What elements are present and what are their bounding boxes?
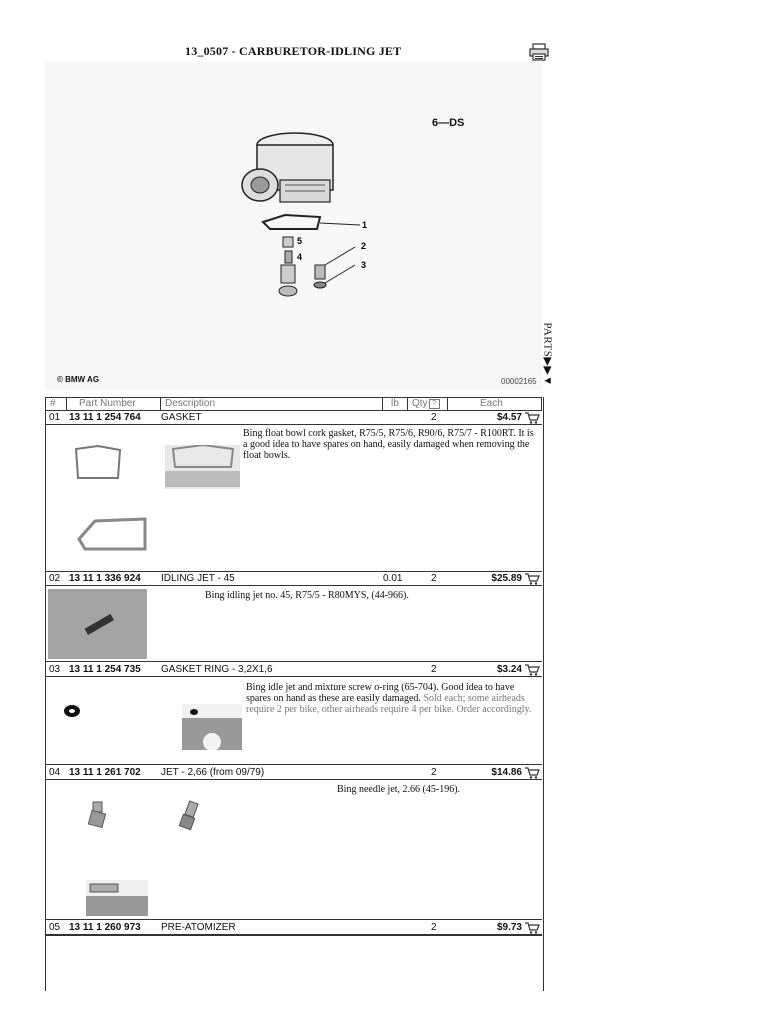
callout-4: 4 bbox=[297, 252, 303, 262]
table-row bbox=[45, 766, 542, 780]
diagram-number: 00002165 bbox=[501, 377, 537, 386]
needle-jet-ruler-photo bbox=[86, 880, 148, 916]
part-qty: 2 bbox=[431, 412, 437, 423]
part-weight: 0.01 bbox=[383, 573, 403, 584]
col-lb: lb bbox=[383, 398, 408, 410]
add-to-cart-icon[interactable] bbox=[525, 922, 540, 934]
col-description: Description bbox=[161, 398, 383, 410]
part-price: $14.86 bbox=[491, 767, 522, 778]
part-price: $25.89 bbox=[491, 573, 522, 584]
table-row bbox=[45, 663, 542, 677]
part-number[interactable]: 13 11 1 261 702 bbox=[69, 767, 141, 778]
part-description: GASKET bbox=[161, 412, 202, 423]
row-number: 05 bbox=[49, 922, 61, 933]
table-row bbox=[45, 921, 542, 935]
row-divider bbox=[45, 919, 542, 920]
row-number: 04 bbox=[49, 767, 61, 778]
part-qty: 2 bbox=[431, 767, 437, 778]
part-price: $4.57 bbox=[496, 412, 522, 423]
part-number[interactable]: 13 11 1 254 764 bbox=[69, 412, 141, 423]
callout-1: 1 bbox=[362, 220, 368, 230]
needle-jet-photo-2 bbox=[175, 800, 205, 834]
part-description: IDLING JET - 45 bbox=[161, 573, 235, 584]
row-divider bbox=[45, 764, 542, 765]
row-number: 01 bbox=[49, 412, 61, 423]
table-row bbox=[45, 572, 542, 586]
diagram-group-label: 6—DS bbox=[432, 117, 465, 129]
add-to-cart-icon[interactable] bbox=[525, 664, 540, 676]
parts-side-link[interactable] bbox=[536, 322, 554, 388]
col-qty: Qty ? bbox=[408, 398, 448, 410]
add-to-cart-icon[interactable] bbox=[525, 767, 540, 779]
copyright: © BMW AG bbox=[57, 375, 100, 384]
part-price: $3.24 bbox=[496, 664, 522, 675]
gasket-ruler-photo bbox=[165, 445, 240, 489]
part-note: Bing idling jet no. 45, R75/5 - R80MYS, (44-966). bbox=[205, 590, 409, 601]
callout-5: 5 bbox=[297, 236, 303, 246]
part-qty: 2 bbox=[431, 664, 437, 675]
row-number: 03 bbox=[49, 664, 61, 675]
part-number[interactable]: 13 11 1 260 973 bbox=[69, 922, 141, 933]
add-to-cart-icon[interactable] bbox=[525, 573, 540, 585]
table-header bbox=[45, 397, 542, 411]
row-divider bbox=[45, 935, 542, 936]
part-price: $9.73 bbox=[496, 922, 522, 933]
part-qty: 2 bbox=[431, 573, 437, 584]
page-title: 13_0507 - CARBURETOR-IDLING JET bbox=[185, 44, 402, 58]
add-to-cart-icon[interactable] bbox=[525, 412, 540, 424]
o-ring-photo bbox=[62, 703, 82, 719]
part-number[interactable]: 13 11 1 336 924 bbox=[69, 573, 141, 584]
gasket-photo-2 bbox=[75, 515, 147, 551]
row-divider bbox=[45, 661, 542, 662]
col-part-number: Part Number bbox=[67, 398, 161, 410]
carburetor-diagram bbox=[225, 125, 385, 300]
parts-side-label[interactable]: PARTS▶▶▼ bbox=[541, 322, 554, 387]
idling-jet-photo bbox=[48, 589, 147, 659]
needle-jet-photo bbox=[82, 800, 112, 834]
o-ring-ruler-photo bbox=[182, 704, 242, 750]
part-note: Bing needle jet, 2.66 (45-196). bbox=[337, 784, 461, 795]
qty-help-icon[interactable]: ? bbox=[429, 399, 440, 409]
row-number: 02 bbox=[49, 573, 61, 584]
col-num: # bbox=[46, 398, 67, 410]
callout-3: 3 bbox=[361, 260, 367, 270]
part-note: Bing idle jet and mixture screw o-ring (65-704). Good idea to have spares on hand as these are easily damaged. Sold each; some airheads require 2 per bike, other airheads require 4 per bike. Order accordingly. bbox=[246, 682, 532, 715]
callout-2: 2 bbox=[361, 241, 367, 251]
part-number[interactable]: 13 11 1 254 735 bbox=[69, 664, 141, 675]
part-description: PRE-ATOMIZER bbox=[161, 922, 236, 933]
table-row bbox=[45, 411, 542, 425]
printer-icon[interactable] bbox=[529, 42, 549, 62]
col-each: Each bbox=[480, 398, 503, 409]
part-note: Bing float bowl cork gasket, R75/5, R75/6, R90/6, R75/7 - R100RT. It is a good idea to have spares on hand, easily damaged when removing the float bowls. bbox=[243, 428, 534, 461]
part-description: GASKET RING - 3,2X1,6 bbox=[161, 664, 273, 675]
part-description: JET - 2,66 (from 09/79) bbox=[161, 767, 265, 778]
part-qty: 2 bbox=[431, 922, 437, 933]
gasket-photo bbox=[68, 444, 128, 484]
